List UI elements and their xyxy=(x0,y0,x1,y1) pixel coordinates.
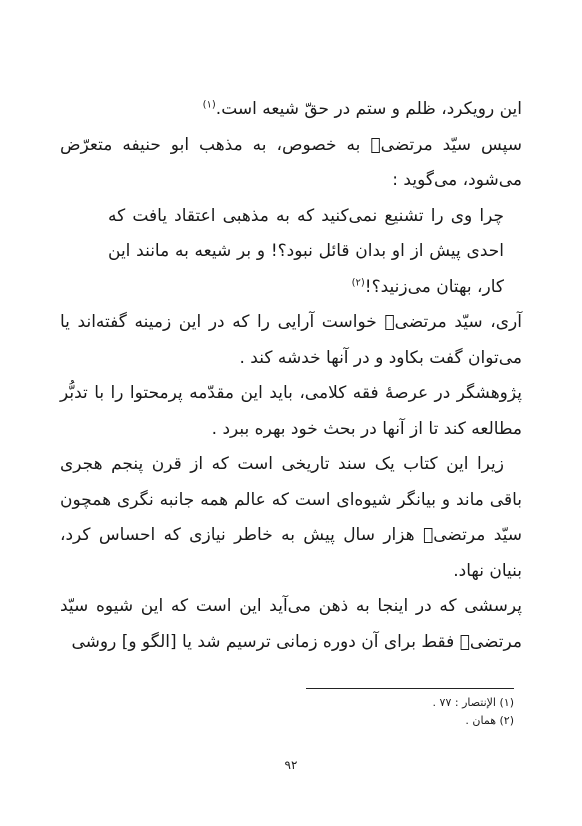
main-text xyxy=(60,92,522,660)
footnotes xyxy=(254,694,514,730)
footnote-1: (۱) الإنتصار : ۷۷ . xyxy=(432,696,514,709)
footnote-2: (۲) همان . xyxy=(465,714,514,727)
paragraph-2: سپس سیّد مرتضیؒ به خصوص، به مذهب ابو حنیفه متعرّض می‌شود، می‌گوید : xyxy=(60,134,522,190)
paragraph-6: زیرا این کتاب یک سند تاریخی است که از قرن پنجم هجری باقی ماند و بیانگر شیوه‌ای است که عالم همه جانبه نگری همچون سیّد مرتضیؒ هزار سال پیش به خاطر نیازی که احساس کرد، بنیان نهاد. xyxy=(60,454,522,581)
page-number: ۹۲ xyxy=(284,758,298,772)
quoted-paragraph xyxy=(60,199,522,306)
paragraph-4: آری، سیّد مرتضیؒ خواست آرایی را که در این زمینه گفته‌اند یا می‌توان گفت بکاود و در آنها خدشه کند . xyxy=(60,312,522,368)
footnote-ref-1: (۱) xyxy=(202,99,216,111)
footnote-ref-2: (۲) xyxy=(351,276,365,288)
paragraph-5: پژوهشگر در عرصهٔ فقه کلامی، باید این مقدّمه پرمحتوا را با تدبُّر مطالعه کند تا از آنها در بحث خود بهره ببرد . xyxy=(60,383,522,439)
footnote-divider xyxy=(306,688,514,689)
paragraph-1-text: این رویکرد، ظلم و ستم در حقّ شیعه است. xyxy=(215,99,522,119)
paragraph-7: پرسشی که در اینجا به ذهن می‌آید این است که این شیوه سیّد مرتضیؒ فقط برای آن دوره زمانی ترسیم شد یا [الگو و] روشی xyxy=(60,596,522,652)
paragraph-1 xyxy=(60,92,522,128)
quoted-paragraph-text: چرا وی را تشنیع نمی‌کنید که به مذهبی اعتقاد یافت که احدی پیش از او بدان قائل نبود؟! و بر شیعه به مانند این کار، بهتان می‌زنید؟! xyxy=(108,205,504,297)
